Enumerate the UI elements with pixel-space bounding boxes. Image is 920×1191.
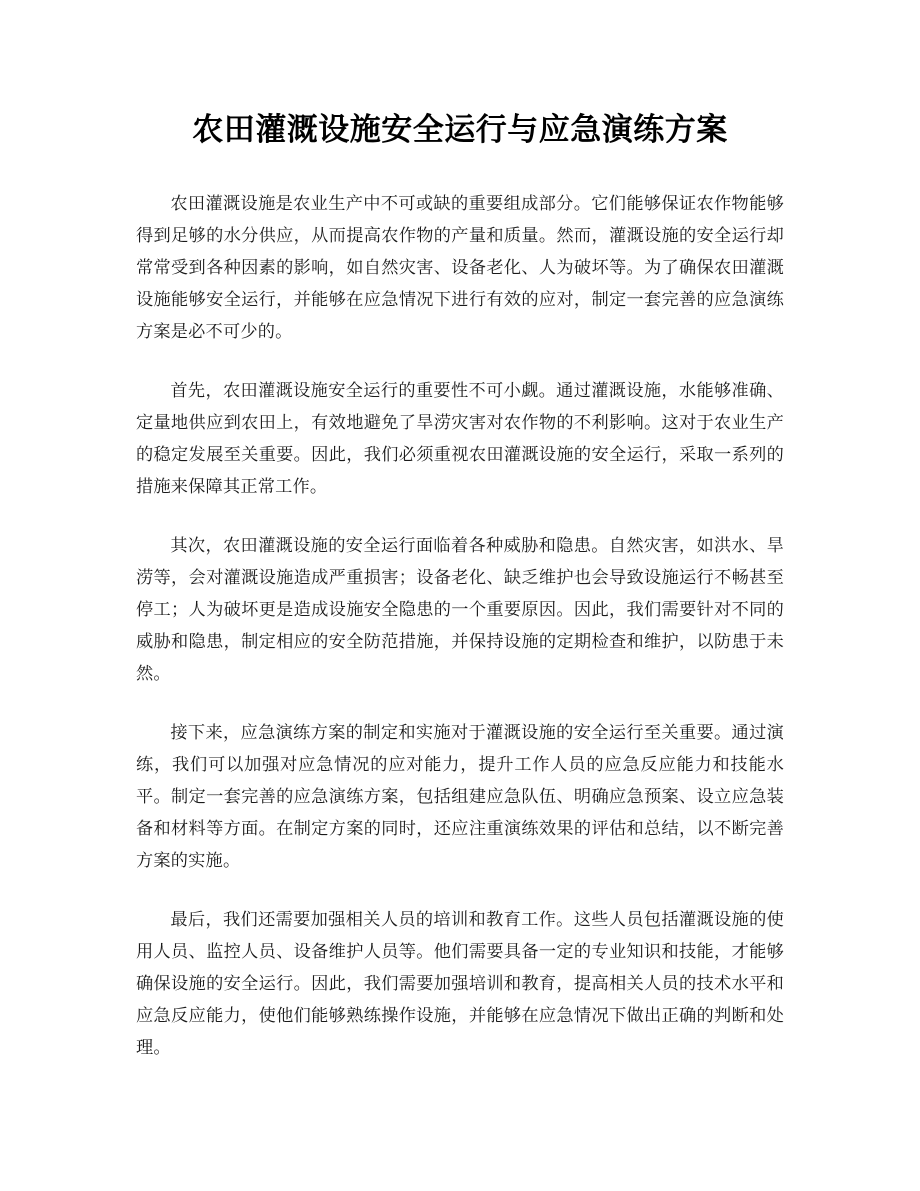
- paragraph-training: 最后，我们还需要加强相关人员的培训和教育工作。这些人员包括灌溉设施的使用人员、监控人员、设备维护人员等。他们需要具备一定的专业知识和技能，才能够确保设施的安全运行。因此，我们需要加强培训和教育，提高相关人员的技术水平和应急反应能力，使他们能够熟练操作设施，并能够在应急情况下做出正确的判断和处理。: [136, 910, 784, 1058]
- document-title: 农田灌溉设施安全运行与应急演练方案: [192, 112, 728, 148]
- paragraph-drill-plan: 接下来，应急演练方案的制定和实施对于灌溉设施的安全运行至关重要。通过演练，我们可以加强对应急情况的应对能力，提升工作人员的应急反应能力和技能水平。制定一套完善的应急演练方案，包括组建应急队伍、明确应急预案、设立应急装备和材料等方面。在制定方案的同时，还应注重演练效果的评估和总结，以不断完善方案的实施。: [136, 723, 784, 871]
- paragraph-intro: 农田灌溉设施是农业生产中不可或缺的重要组成部分。它们能够保证农作物能够得到足够的水分供应，从而提高农作物的产量和质量。然而，灌溉设施的安全运行却常常受到各种因素的影响，如自然灾害、设备老化、人为破坏等。为了确保农田灌溉设施能够安全运行，并能够在应急情况下进行有效的应对，制定一套完善的应急演练方案是必不可少的。: [136, 194, 784, 342]
- paragraph-threats: 其次，农田灌溉设施的安全运行面临着各种威胁和隐患。自然灾害，如洪水、旱涝等，会对灌溉设施造成严重损害；设备老化、缺乏维护也会导致设施运行不畅甚至停工；人为破坏更是造成设施安全隐患的一个重要原因。因此，我们需要针对不同的威胁和隐患，制定相应的安全防范措施，并保持设施的定期检查和维护，以防患于未然。: [136, 536, 784, 684]
- paragraph-importance: 首先，农田灌溉设施安全运行的重要性不可小觑。通过灌溉设施，水能够准确、定量地供应到农田上，有效地避免了旱涝灾害对农作物的不利影响。这对于农业生产的稳定发展至关重要。因此，我们必须重视农田灌溉设施的安全运行，采取一系列的措施来保障其正常工作。: [136, 381, 784, 497]
